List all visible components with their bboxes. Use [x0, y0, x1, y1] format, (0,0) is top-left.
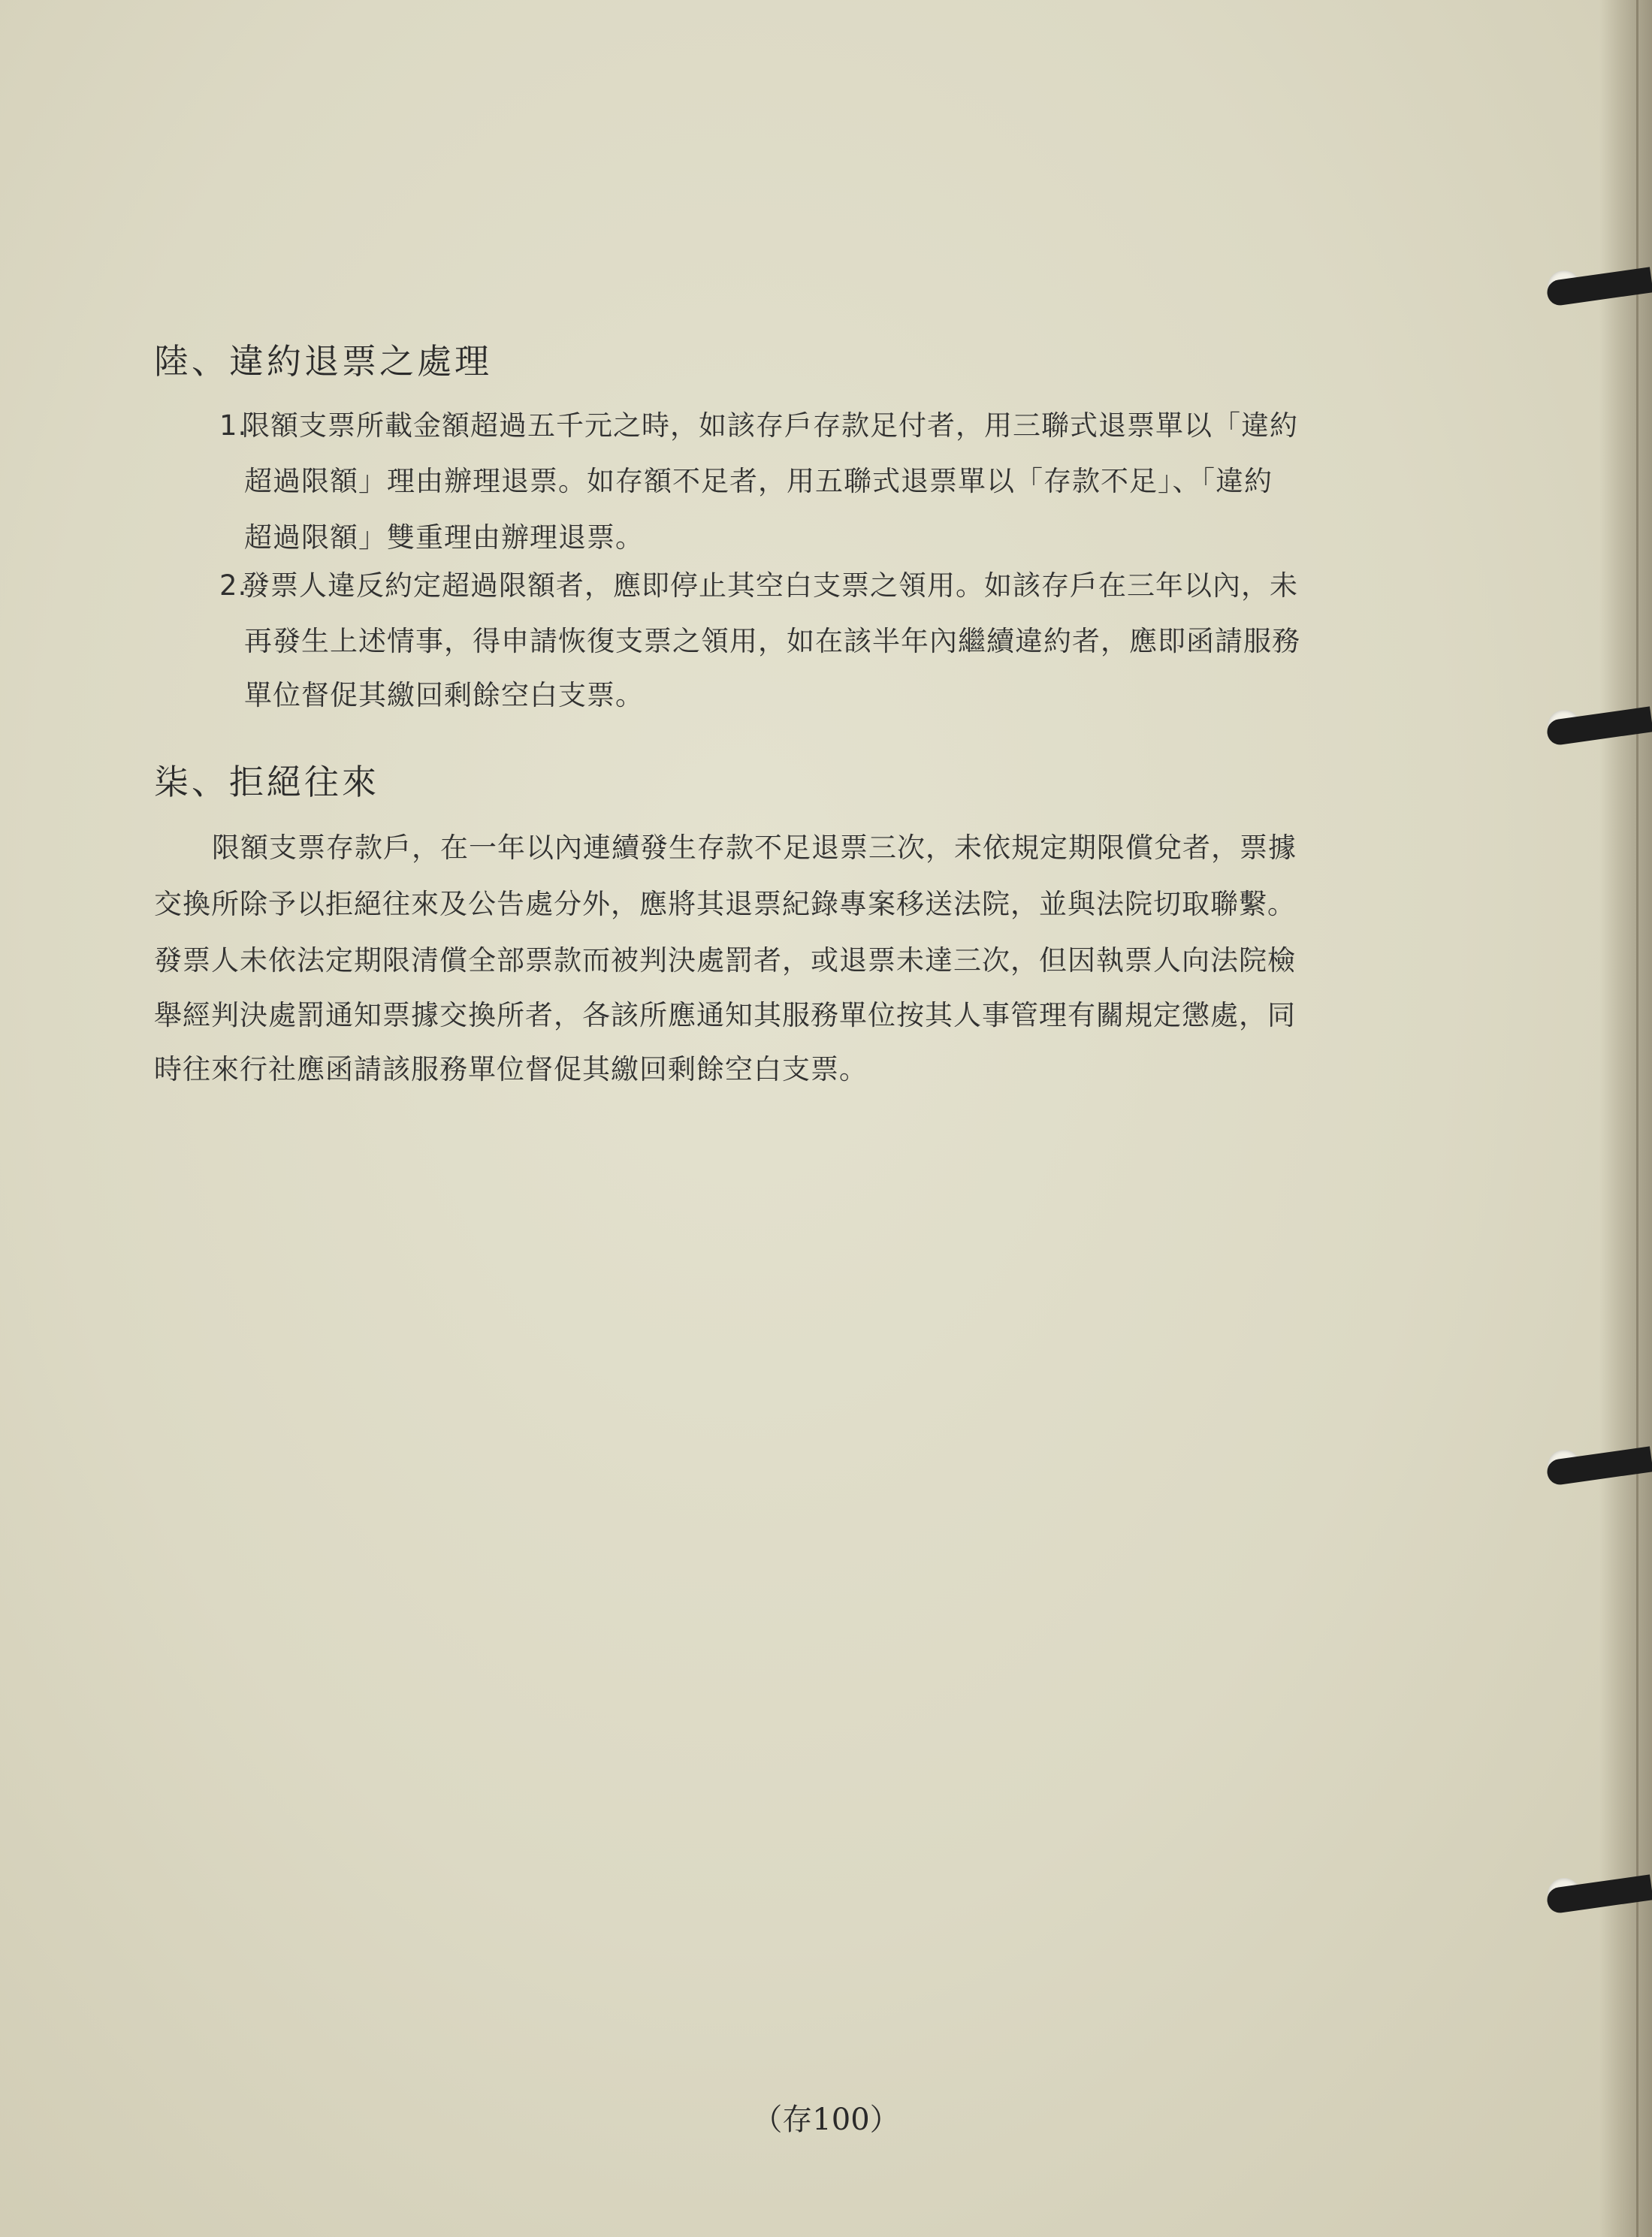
paragraph-line: 時往來行社應函請該服務單位督促其繳回剩餘空白支票。 — [154, 1053, 868, 1085]
item-line: 單位督促其繳回剩餘空白支票。 — [244, 679, 644, 711]
page-number: （存100） — [752, 2103, 900, 2137]
paragraph-line: 發票人未依法定期限清償全部票款而被判決處罰者，或退票未達三次，但因執票人向法院檢 — [154, 944, 1296, 977]
item-line: 再發生上述情事，得申請恢復支票之領用，如在該半年內繼續違約者，應即函請服務 — [244, 625, 1300, 657]
paragraph-line: 交換所除予以拒絕往來及公告處分外，應將其退票紀錄專案移送法院，並與法院切取聯繫。 — [154, 888, 1296, 920]
item-line: 超過限額」雙重理由辦理退票。 — [244, 521, 644, 554]
item-text: 發票人違反約定超過限額者，應即停止其空白支票之領用。如該存戶在三年以內，未 — [242, 569, 1298, 602]
paragraph-line: 限額支票存款戶，在一年以內連續發生存款不足退票三次，未依規定期限償兌者，票據 — [212, 832, 1297, 864]
item-number: 2. — [219, 569, 248, 602]
item-line: 超過限額」理由辦理退票。如存額不足者，用五聯式退票單以「存款不足」、「違約 — [244, 465, 1273, 497]
item-line — [219, 569, 1298, 602]
item-text: 限額支票所載金額超過五千元之時，如該存戶存款足付者，用三聯式退票單以「違約 — [242, 409, 1298, 442]
section-heading: 陸、違約退票之處理 — [154, 341, 492, 382]
item-line — [219, 409, 1298, 442]
section-heading: 柒、拒絕往來 — [154, 762, 379, 802]
item-number: 1. — [219, 409, 248, 442]
paragraph-line: 舉經判決處罰通知票據交換所者，各該所應通知其服務單位按其人事管理有關規定懲處，同 — [154, 999, 1296, 1031]
